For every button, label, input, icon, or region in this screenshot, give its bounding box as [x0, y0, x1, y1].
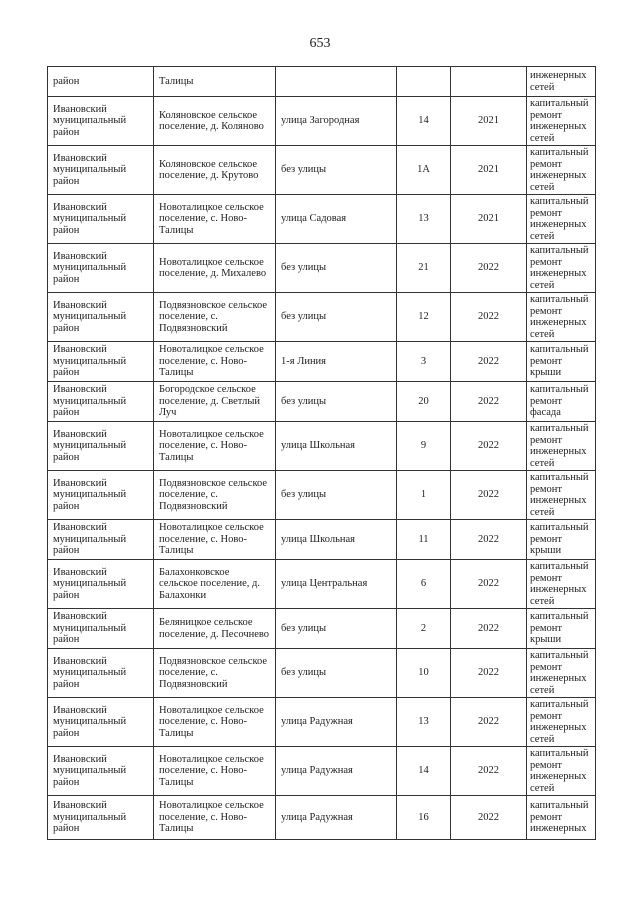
- street-cell: без улицы: [276, 471, 397, 520]
- table-row: [48, 698, 596, 747]
- district-cell: Ивановский муниципальный район: [48, 382, 154, 422]
- district-cell: Ивановский муниципальный район: [48, 796, 154, 840]
- district-cell: Ивановский муниципальный район: [48, 422, 154, 471]
- settlement-cell: Новоталицкое сельское поселение, с. Ново-Талицы: [154, 698, 276, 747]
- table-row: [48, 649, 596, 698]
- house-number-cell: 10: [397, 649, 451, 698]
- district-cell: Ивановский муниципальный район: [48, 146, 154, 195]
- table-row: [48, 195, 596, 244]
- house-number-cell: 21: [397, 244, 451, 293]
- year-cell: 2021: [451, 97, 527, 146]
- work-type-cell: инженерных сетей: [527, 67, 596, 97]
- work-type-cell: капитальный ремонт инженерных сетей: [527, 649, 596, 698]
- street-cell: 1-я Линия: [276, 342, 397, 382]
- work-type-cell: капитальный ремонт инженерных сетей: [527, 471, 596, 520]
- house-number-cell: 14: [397, 747, 451, 796]
- settlement-cell: Подвязновское сельское поселение, с. Подвязновский: [154, 293, 276, 342]
- work-type-cell: капитальный ремонт инженерных сетей: [527, 195, 596, 244]
- year-cell: 2022: [451, 520, 527, 560]
- settlement-cell: Коляновское сельское поселение, д. Коляново: [154, 97, 276, 146]
- settlement-cell: Новоталицкое сельское поселение, с. Ново-Талицы: [154, 422, 276, 471]
- table-row: [48, 244, 596, 293]
- house-number-cell: 13: [397, 698, 451, 747]
- work-type-cell: капитальный ремонт инженерных сетей: [527, 422, 596, 471]
- work-type-cell: капитальный ремонт инженерных сетей: [527, 293, 596, 342]
- house-number-cell: 6: [397, 560, 451, 609]
- table-row: [48, 520, 596, 560]
- house-number-cell: 13: [397, 195, 451, 244]
- district-cell: Ивановский муниципальный район: [48, 609, 154, 649]
- table-row: [48, 382, 596, 422]
- district-cell: Ивановский муниципальный район: [48, 471, 154, 520]
- year-cell: 2022: [451, 560, 527, 609]
- settlement-cell: Новоталицкое сельское поселение, с. Ново-Талицы: [154, 520, 276, 560]
- house-number-cell: 14: [397, 97, 451, 146]
- district-cell: Ивановский муниципальный район: [48, 649, 154, 698]
- street-cell: улица Радужная: [276, 796, 397, 840]
- street-cell: [276, 67, 397, 97]
- house-number-cell: 11: [397, 520, 451, 560]
- district-cell: Ивановский муниципальный район: [48, 195, 154, 244]
- house-number-cell: 16: [397, 796, 451, 840]
- settlement-cell: Новоталицкое сельское поселение, с. Ново-Талицы: [154, 747, 276, 796]
- house-number-cell: 1А: [397, 146, 451, 195]
- street-cell: улица Радужная: [276, 698, 397, 747]
- settlement-cell: Коляновское сельское поселение, д. Крутово: [154, 146, 276, 195]
- work-type-cell: капитальный ремонт инженерных сетей: [527, 244, 596, 293]
- street-cell: улица Загородная: [276, 97, 397, 146]
- house-number-cell: 3: [397, 342, 451, 382]
- street-cell: без улицы: [276, 146, 397, 195]
- table-row: [48, 796, 596, 840]
- work-type-cell: капитальный ремонт крыши: [527, 520, 596, 560]
- settlement-cell: Беляницкое сельское поселение, д. Песочнево: [154, 609, 276, 649]
- work-type-cell: капитальный ремонт крыши: [527, 609, 596, 649]
- work-type-cell: капитальный ремонт инженерных сетей: [527, 747, 596, 796]
- settlement-cell: Богородское сельское поселение, д. Светлый Луч: [154, 382, 276, 422]
- housing-repair-table: [47, 66, 596, 840]
- settlement-cell: Новоталицкое сельское поселение, д. Михалево: [154, 244, 276, 293]
- street-cell: без улицы: [276, 244, 397, 293]
- street-cell: улица Школьная: [276, 520, 397, 560]
- settlement-cell: Талицы: [154, 67, 276, 97]
- work-type-cell: капитальный ремонт инженерных сетей: [527, 97, 596, 146]
- year-cell: [451, 67, 527, 97]
- district-cell: Ивановский муниципальный район: [48, 698, 154, 747]
- work-type-cell: капитальный ремонт фасада: [527, 382, 596, 422]
- settlement-cell: Новоталицкое сельское поселение, с. Ново-Талицы: [154, 796, 276, 840]
- table-row: [48, 67, 596, 97]
- year-cell: 2022: [451, 422, 527, 471]
- year-cell: 2022: [451, 796, 527, 840]
- district-cell: Ивановский муниципальный район: [48, 293, 154, 342]
- street-cell: улица Школьная: [276, 422, 397, 471]
- district-cell: Ивановский муниципальный район: [48, 244, 154, 293]
- table-row: [48, 342, 596, 382]
- year-cell: 2022: [451, 382, 527, 422]
- district-cell: Ивановский муниципальный район: [48, 747, 154, 796]
- district-cell: Ивановский муниципальный район: [48, 97, 154, 146]
- settlement-cell: Балахонковское сельское поселение, д. Балахонки: [154, 560, 276, 609]
- house-number-cell: 20: [397, 382, 451, 422]
- table-row: [48, 609, 596, 649]
- year-cell: 2022: [451, 293, 527, 342]
- work-type-cell: капитальный ремонт инженерных сетей: [527, 698, 596, 747]
- work-type-cell: капитальный ремонт инженерных: [527, 796, 596, 840]
- district-cell: Ивановский муниципальный район: [48, 342, 154, 382]
- work-type-cell: капитальный ремонт крыши: [527, 342, 596, 382]
- settlement-cell: Подвязновское сельское поселение, с. Подвязновский: [154, 649, 276, 698]
- house-number-cell: [397, 67, 451, 97]
- street-cell: без улицы: [276, 649, 397, 698]
- year-cell: 2022: [451, 649, 527, 698]
- year-cell: 2022: [451, 244, 527, 293]
- year-cell: 2022: [451, 698, 527, 747]
- page-number: 653: [309, 36, 331, 51]
- year-cell: 2022: [451, 609, 527, 649]
- street-cell: без улицы: [276, 382, 397, 422]
- settlement-cell: Новоталицкое сельское поселение, с. Ново-Талицы: [154, 195, 276, 244]
- year-cell: 2022: [451, 342, 527, 382]
- year-cell: 2021: [451, 195, 527, 244]
- street-cell: без улицы: [276, 293, 397, 342]
- table-row: [48, 97, 596, 146]
- district-cell: район: [48, 67, 154, 97]
- work-type-cell: капитальный ремонт инженерных сетей: [527, 146, 596, 195]
- street-cell: без улицы: [276, 609, 397, 649]
- house-number-cell: 12: [397, 293, 451, 342]
- settlement-cell: Новоталицкое сельское поселение, с. Ново-Талицы: [154, 342, 276, 382]
- table-row: [48, 146, 596, 195]
- year-cell: 2021: [451, 146, 527, 195]
- year-cell: 2022: [451, 747, 527, 796]
- table-row: [48, 560, 596, 609]
- table-row: [48, 747, 596, 796]
- street-cell: улица Радужная: [276, 747, 397, 796]
- settlement-cell: Подвязновское сельское поселение, с. Подвязновский: [154, 471, 276, 520]
- work-type-cell: капитальный ремонт инженерных сетей: [527, 560, 596, 609]
- house-number-cell: 1: [397, 471, 451, 520]
- district-cell: Ивановский муниципальный район: [48, 560, 154, 609]
- house-number-cell: 2: [397, 609, 451, 649]
- house-number-cell: 9: [397, 422, 451, 471]
- district-cell: Ивановский муниципальный район: [48, 520, 154, 560]
- table-row: [48, 422, 596, 471]
- street-cell: улица Садовая: [276, 195, 397, 244]
- street-cell: улица Центральная: [276, 560, 397, 609]
- year-cell: 2022: [451, 471, 527, 520]
- table-row: [48, 471, 596, 520]
- table-row: [48, 293, 596, 342]
